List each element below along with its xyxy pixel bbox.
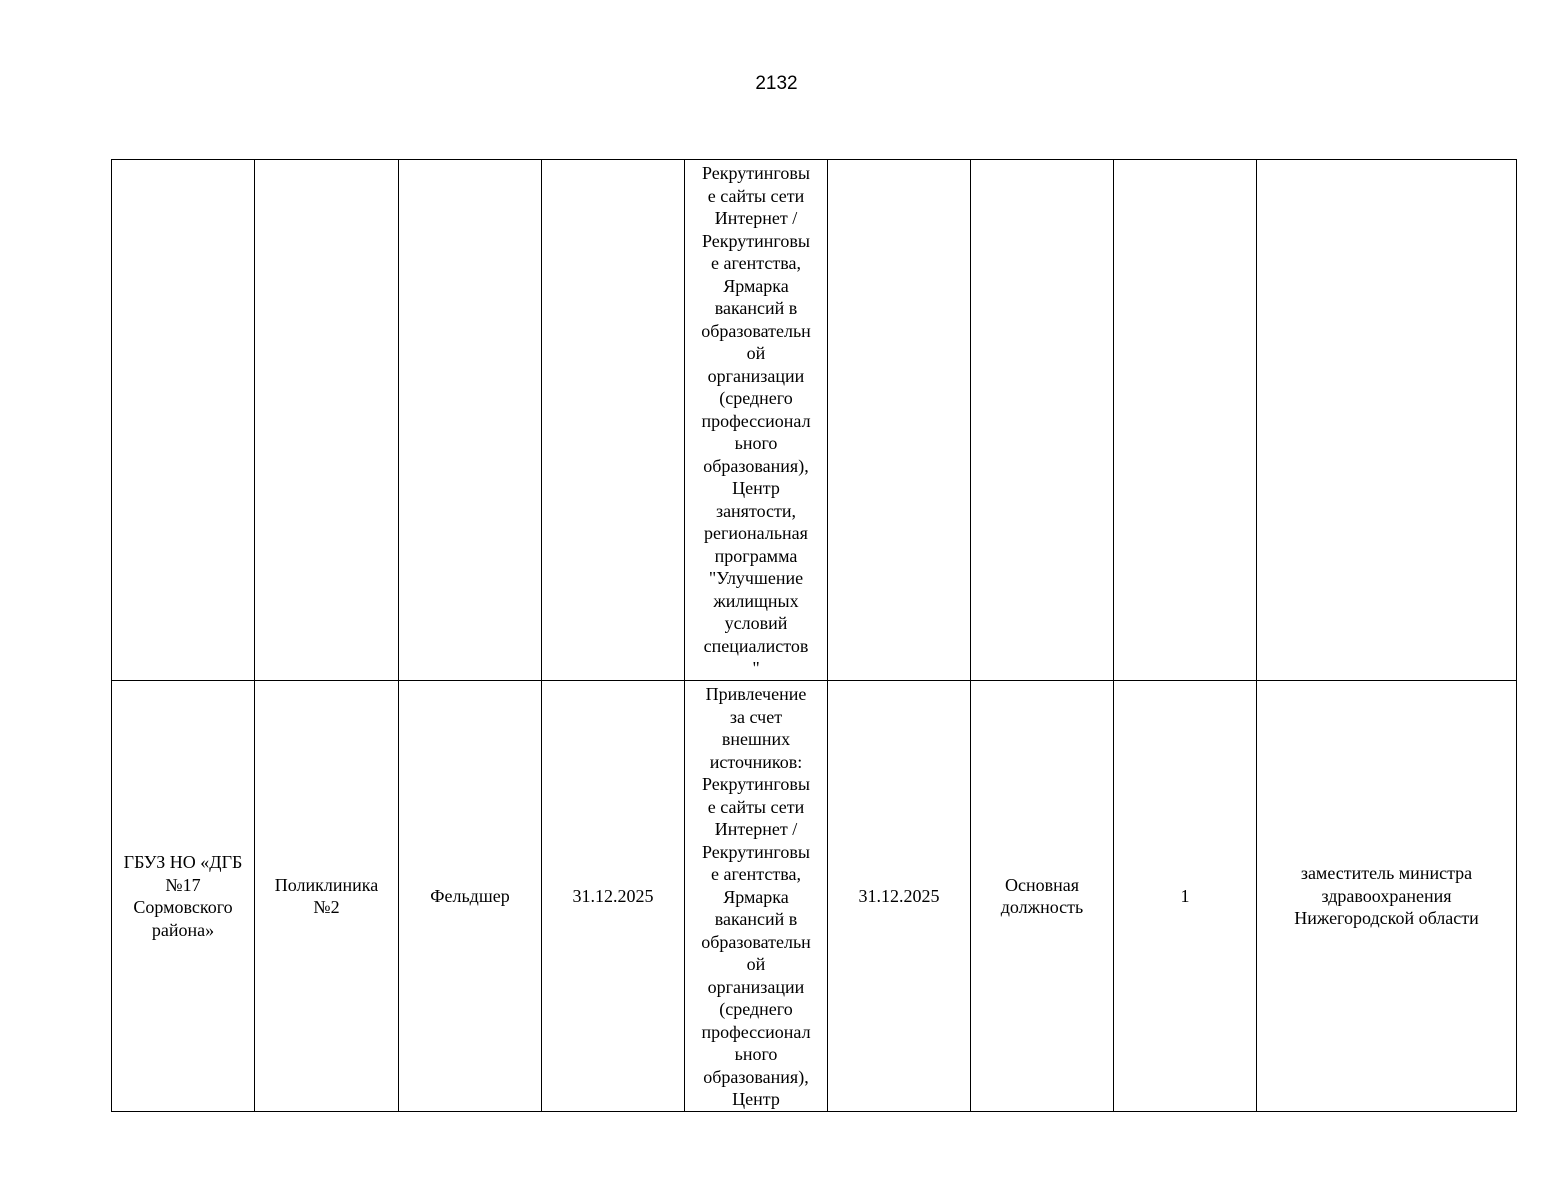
organization-cell	[112, 160, 255, 681]
source-line: (среднего	[719, 388, 793, 408]
employment-type-cell	[971, 160, 1114, 681]
source-line: организации	[707, 976, 805, 997]
source-line: Ярмарка	[723, 275, 789, 296]
source-line: ьного	[734, 1044, 778, 1064]
organization-cell: ГБУЗ НО «ДГБ №17 Сормовского района»	[112, 681, 255, 1112]
source-line: ой	[746, 954, 766, 974]
source-line: профессионал	[701, 410, 811, 431]
source-line: за счет	[729, 706, 783, 727]
source-line: организации	[707, 365, 805, 386]
source-line: (среднего	[719, 999, 793, 1019]
source-line: ой	[746, 343, 766, 363]
source-line: профессионал	[701, 1021, 811, 1042]
date-start-cell: 31.12.2025	[542, 681, 685, 1112]
source-line: Рекрутинговы	[702, 163, 810, 183]
source-line: е агентства,	[711, 864, 801, 884]
position-cell: Фельдшер	[399, 681, 542, 1112]
source-line: региональная	[704, 523, 808, 543]
date-end-cell	[828, 160, 971, 681]
source-line: Рекрутинговы	[702, 774, 810, 794]
source-line: образования),	[703, 455, 809, 476]
source-line: Интернет /	[714, 208, 798, 228]
source-cell	[685, 160, 828, 681]
source-line: "	[752, 658, 760, 678]
source-line: образования),	[703, 1066, 809, 1087]
source-line: е агентства,	[711, 253, 801, 273]
source-line: Рекрутинговы	[702, 841, 810, 862]
source-line: "Улучшение	[708, 568, 804, 588]
page-number: 2132	[755, 73, 798, 94]
source-cell	[685, 681, 828, 1112]
source-line: Ярмарка	[723, 886, 789, 907]
source-line: е сайты сети	[707, 796, 805, 817]
division-cell: Поликлиника №2	[255, 681, 399, 1112]
staffing-table	[111, 159, 1517, 1112]
source-line: программа	[714, 545, 798, 566]
source-line: Интернет /	[714, 819, 798, 839]
source-line: е сайты сети	[707, 185, 805, 206]
responsible-cell: заместитель министра здравоохранения Нижегородской области	[1257, 681, 1517, 1112]
quantity-cell	[1114, 160, 1257, 681]
source-line: Центр	[732, 1089, 780, 1109]
source-line: источников:	[709, 751, 803, 772]
source-line: образовательн	[701, 931, 811, 952]
source-line: ьного	[734, 433, 778, 453]
quantity-cell: 1	[1114, 681, 1257, 1112]
source-line: занятости,	[715, 500, 797, 521]
division-cell	[255, 160, 399, 681]
source-line: жилищных	[713, 590, 799, 611]
responsible-cell	[1257, 160, 1517, 681]
position-cell	[399, 160, 542, 681]
source-line: условий	[724, 613, 788, 633]
source-line: образовательн	[701, 320, 811, 341]
source-line: специалистов	[703, 635, 809, 656]
table-row	[112, 681, 1517, 1112]
source-line: внешних	[721, 729, 791, 749]
table-row	[112, 160, 1517, 681]
date-start-cell	[542, 160, 685, 681]
source-line: вакансий в	[714, 909, 798, 929]
source-line: Центр	[732, 478, 780, 498]
source-line: вакансий в	[714, 298, 798, 318]
source-line: Рекрутинговы	[702, 230, 810, 251]
date-end-cell: 31.12.2025	[828, 681, 971, 1112]
employment-type-cell: Основная должность	[971, 681, 1114, 1112]
source-line: Привлечение	[705, 684, 807, 704]
